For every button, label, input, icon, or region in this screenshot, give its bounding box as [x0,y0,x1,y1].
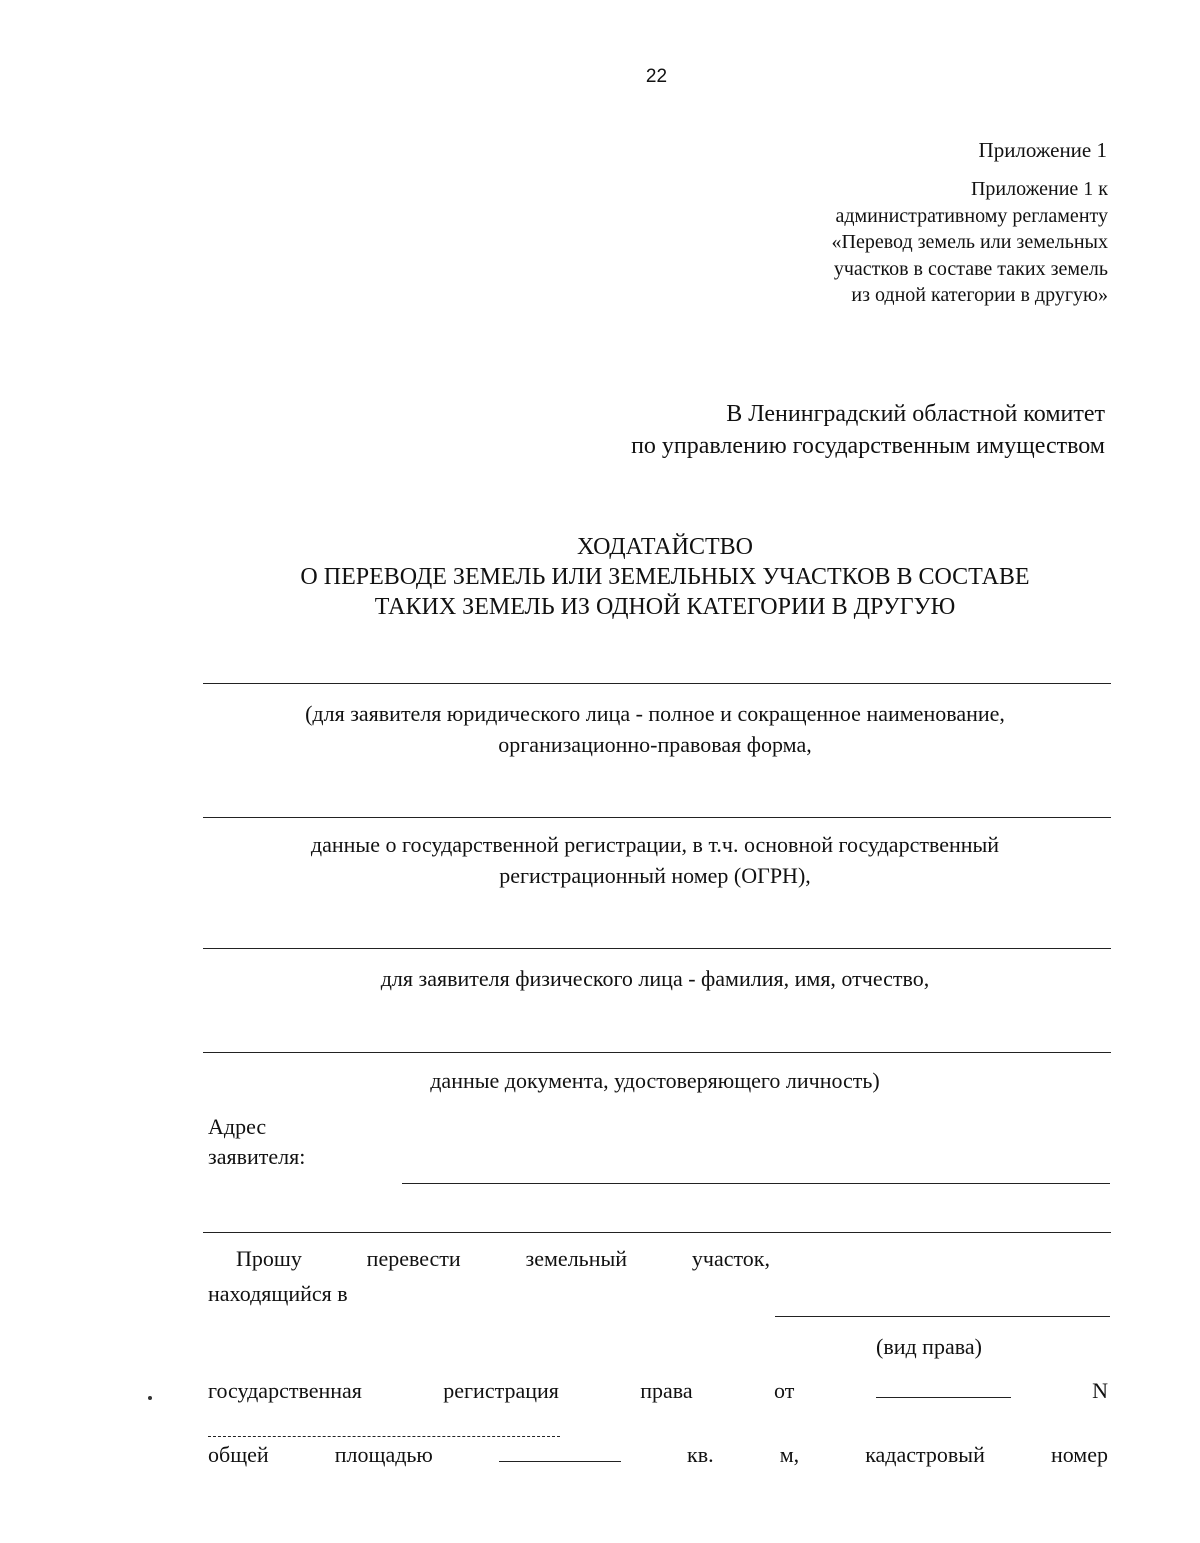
title-line: ТАКИХ ЗЕМЕЛЬ ИЗ ОДНОЙ КАТЕГОРИИ В ДРУГУЮ [374,594,956,620]
request-text: Прошу перевести земельный участок, [236,1246,770,1271]
caption-line: организационно-правовая форма, [498,732,812,757]
identity-document-field-line[interactable] [203,1052,1111,1053]
appendix-reference [688,176,1108,309]
address-field-line[interactable] [402,1183,1110,1184]
addressee [485,398,1105,462]
registration-caption [200,829,1110,891]
appendix-line: Приложение 1 к [970,178,1108,200]
individual-name-field-line[interactable] [203,948,1111,949]
registration-row: государственная регистрация права от N [208,1378,1108,1403]
caption-line: данные о государственной регистрации, в т.ч. основной государственный [310,832,1000,857]
appendix-line: «Перевод земель или земельных [831,231,1108,253]
title-line: ХОДАТАЙСТВО [577,534,753,560]
page-number: 22 [645,66,668,87]
registration-number-field-line[interactable] [208,1436,560,1437]
scan-speck [148,1396,152,1400]
request-text-line2: находящийся в [208,1281,348,1306]
caption-line: регистрационный номер (ОГРН), [499,863,811,888]
area-row: общей площадью кв. м, кадастровый номер [208,1442,1108,1467]
address-continuation-line[interactable] [203,1232,1111,1233]
appendix-line: административному регламенту [835,204,1108,227]
appendix-line: участков в составе таких земель [833,257,1108,280]
identity-caption: данные документа, удостоверяющего личность) [430,1068,880,1093]
caption-line: (для заявителя юридического лица - полное и сокращенное наименование, [305,701,1005,726]
appendix-line: из одной категории в другую» [851,284,1108,306]
attachment-label: Приложение 1 [978,138,1107,162]
addressee-line: В Ленинградский областной комитет [726,401,1105,427]
area-field[interactable] [499,1461,621,1462]
legal-entity-caption [200,698,1110,760]
address-label: Адрес заявителя: [208,1114,306,1169]
right-type-field-line[interactable] [775,1316,1110,1317]
registration-data-field-line[interactable] [203,817,1111,818]
title-line: О ПЕРЕВОДЕ ЗЕМЕЛЬ ИЛИ ЗЕМЕЛЬНЫХ УЧАСТКОВ В СОСТАВЕ [300,564,1030,590]
right-type-caption: (вид права) [876,1334,982,1359]
addressee-line: по управлению государственным имуществом [631,433,1105,459]
registration-date-field[interactable] [876,1397,1011,1398]
applicant-name-field-line[interactable] [203,683,1111,684]
individual-caption: для заявителя физического лица - фамилия, имя, отчество, [380,966,930,991]
document-title [220,532,1110,622]
